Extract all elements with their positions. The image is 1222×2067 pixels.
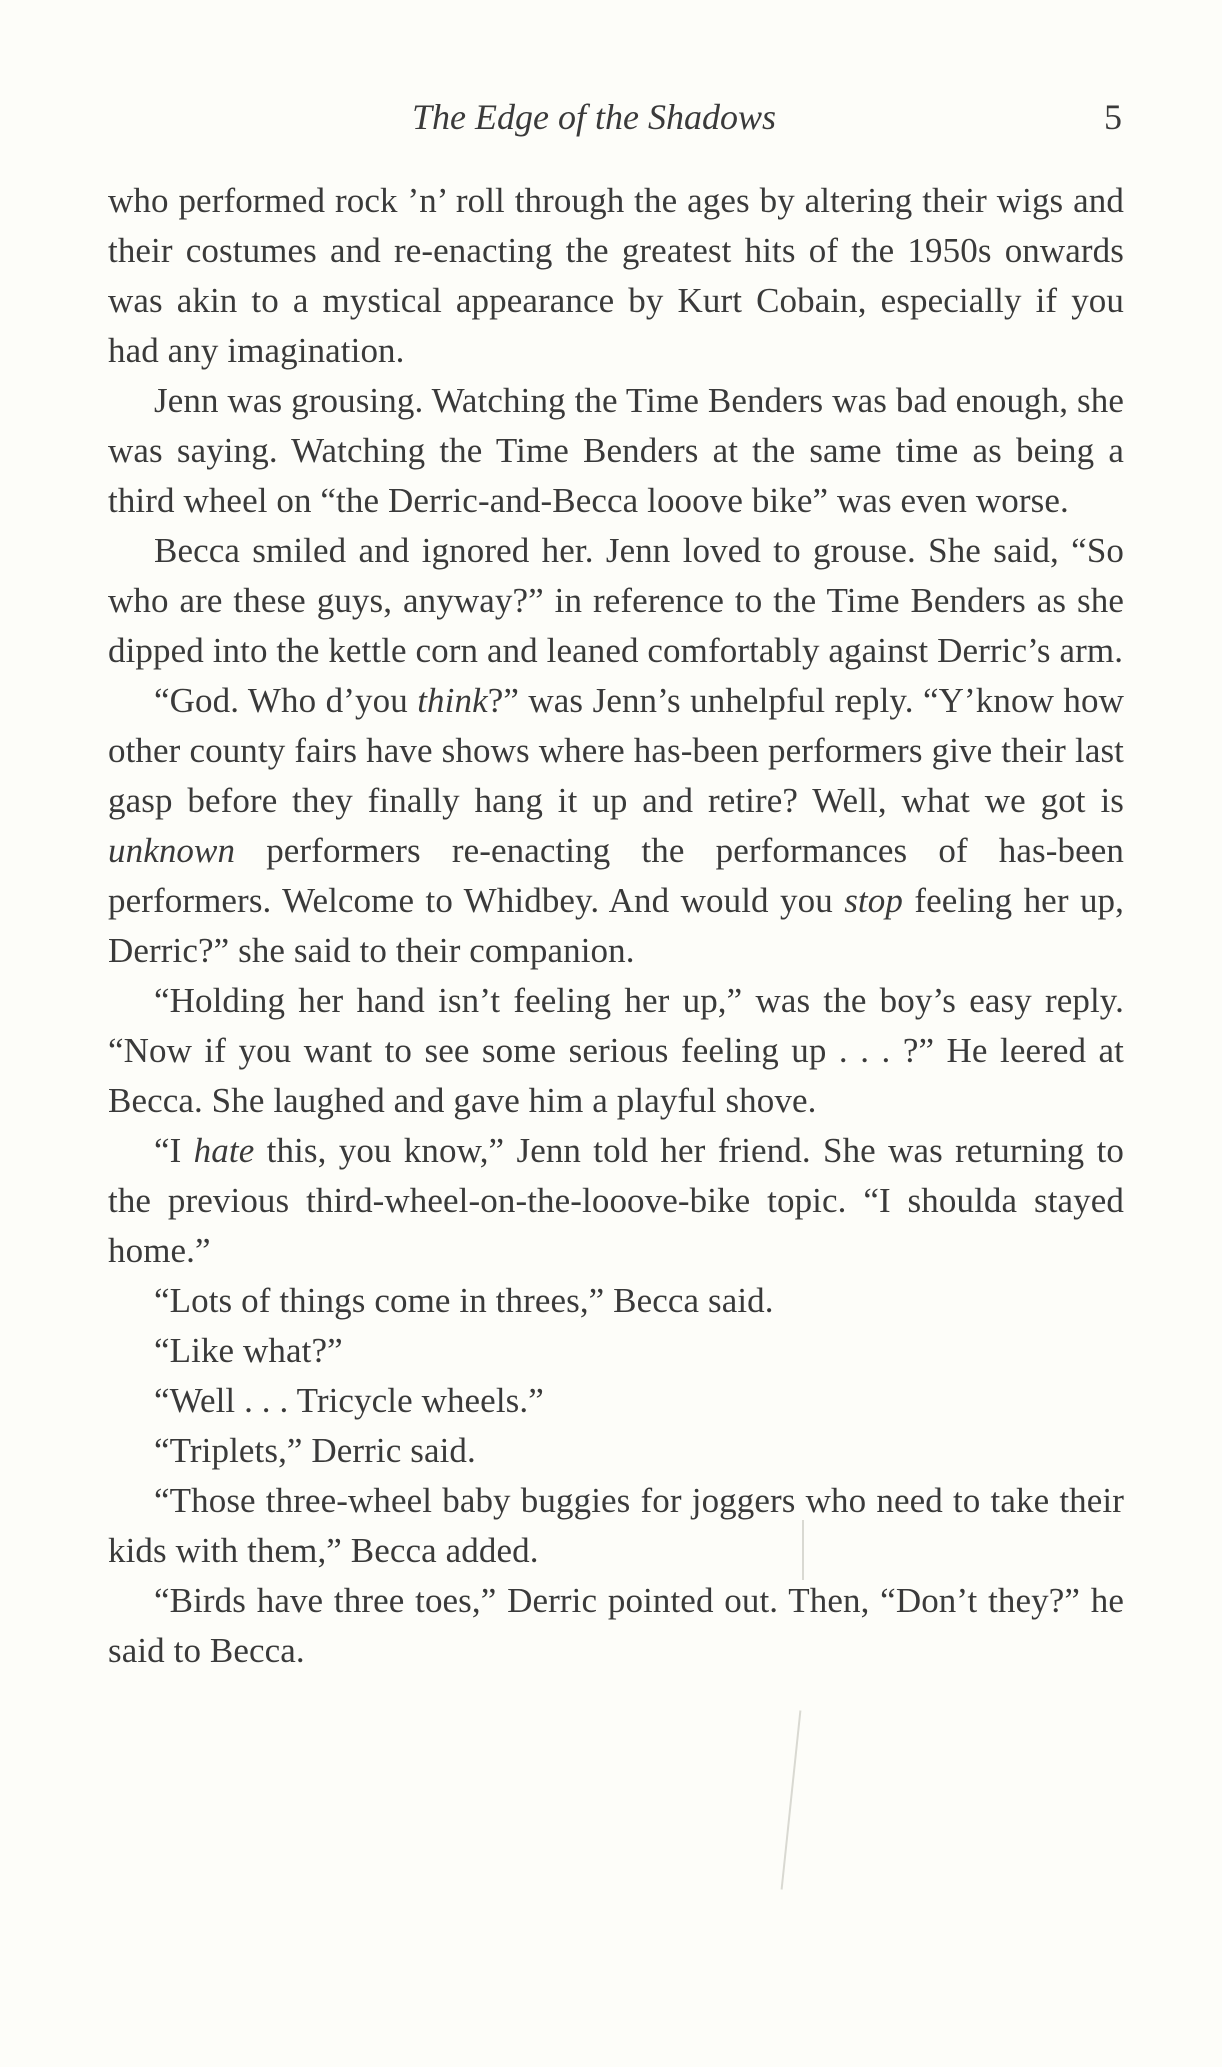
text-run: “I [154, 1131, 194, 1170]
paragraph [108, 526, 1124, 676]
italic-text: unknown [108, 831, 236, 870]
italic-text: think [417, 681, 488, 720]
paragraph [108, 676, 1124, 976]
body-text [108, 176, 1124, 1676]
paragraph [108, 1376, 1124, 1426]
paragraph [108, 1276, 1124, 1326]
italic-text: stop [844, 881, 903, 920]
text-run: “Like what?” [154, 1331, 343, 1370]
page-number: 5 [1104, 97, 1122, 137]
book-title: The Edge of the Shadows [412, 97, 776, 137]
text-run: “Well . . . Tricycle wheels.” [154, 1381, 544, 1420]
paragraph [108, 1576, 1124, 1676]
scan-mark [802, 1520, 804, 1580]
text-run: Jenn was grousing. Watching the Time Benders was bad enough, she was saying. Watching the Time Benders at the same time as being a third wheel on “the Derric-and-Becca looove bike” was even worse. [108, 381, 1124, 520]
paragraph [108, 1426, 1124, 1476]
paragraph [108, 1476, 1124, 1576]
text-run: ?” was Jenn’s unhelpful reply. “Y’know how other county fairs have shows where has-been performers give their last gasp before they finally hang it up and retire? Well, what we got is [108, 681, 1124, 820]
paragraph [108, 1326, 1124, 1376]
running-head [0, 92, 1222, 142]
text-run: performers re-enacting the performances of has-been performers. Welcome to Whidbey. And would you [108, 831, 1124, 920]
text-run: “Lots of things come in threes,” Becca said. [154, 1281, 774, 1320]
paragraph [108, 1126, 1124, 1276]
text-run: “Those three-wheel baby buggies for joggers who need to take their kids with them,” Becca added. [108, 1481, 1124, 1570]
text-run: feeling her up, Derric?” she said to their companion. [108, 881, 1125, 970]
paragraph [108, 176, 1124, 376]
text-run: who performed rock ’n’ roll through the ages by altering their wigs and their costumes and re-enacting the greatest hits of the 1950s onwards was akin to a mystical appearance by Kurt Cobain, especially if you had any imagination. [108, 181, 1124, 370]
text-run: “God. Who d’you [154, 681, 418, 720]
text-run: “Holding her hand isn’t feeling her up,” was the boy’s easy reply. “Now if you want to see some serious feeling up . . . ?” He leered at Becca. She laughed and gave him a playful shove. [108, 981, 1124, 1120]
text-run: “Triplets,” Derric said. [154, 1431, 476, 1470]
italic-text: hate [193, 1131, 255, 1170]
paragraph [108, 376, 1124, 526]
paragraph [108, 976, 1124, 1126]
text-run: “Birds have three toes,” Derric pointed out. Then, “Don’t they?” he said to Becca. [108, 1581, 1124, 1670]
text-run: this, you know,” Jenn told her friend. She was returning to the previous third-wheel-on-the-looove-bike topic. “I shoulda stayed home.” [108, 1131, 1124, 1270]
scan-mark [781, 1710, 802, 1889]
text-run: Becca smiled and ignored her. Jenn loved to grouse. She said, “So who are these guys, anyway?” in reference to the Time Benders as she dipped into the kettle corn and leaned comfortably against Derric’s arm. [108, 531, 1124, 670]
